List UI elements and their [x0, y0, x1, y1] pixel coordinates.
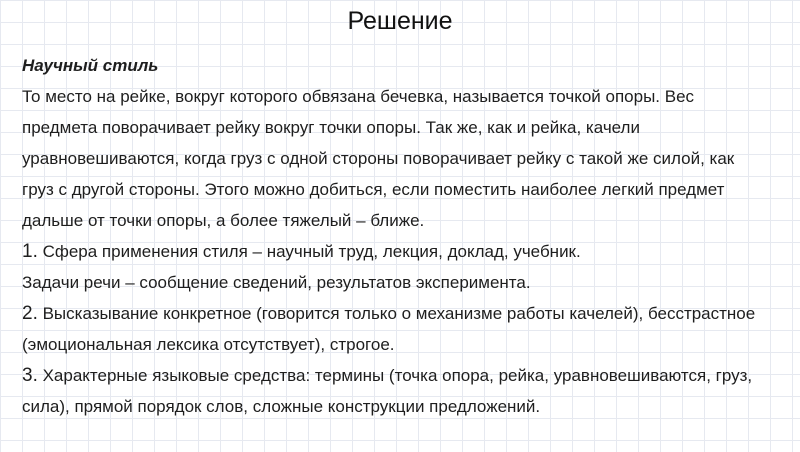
- solution-text: [22, 50, 792, 422]
- page-title: Решение: [347, 7, 453, 35]
- paragraph-line: уравновешиваются, когда груз с одной стороны поворачивает рейку с такой же силой, как: [22, 149, 735, 168]
- item-text: Сфера применения стиля – научный труд, лекция, доклад, учебник.: [37, 242, 581, 261]
- paragraph-line: То место на рейке, вокруг которого обвязана бечевка, называется точкой опоры. Вес: [22, 87, 695, 106]
- paragraph-line: предмета поворачивает рейку вокруг точки опоры. Так же, как и рейка, качели: [22, 118, 640, 137]
- paragraph-line: груз с другой стороны. Этого можно добиться, если поместить наиболее легкий предмет: [22, 180, 725, 199]
- item-1-first-line: [22, 236, 792, 267]
- paragraph-line: дальше от точки опоры, а более тяжелый – ближе.: [22, 211, 425, 230]
- item-2-first-line: [22, 298, 792, 329]
- item-3-first-line: [22, 360, 792, 391]
- item-2-second-line: (эмоциональная лексика отсутствует), строгое.: [22, 335, 395, 354]
- item-3-second-line: сила), прямой порядок слов, сложные конструкции предложений.: [22, 397, 541, 416]
- item-text: Характерные языковые средства: термины (точка опора, рейка, уравновешиваются, груз,: [37, 366, 753, 385]
- item-text: Высказывание конкретное (говорится только о механизме работы качелей), бесстрастное: [37, 304, 756, 323]
- style-heading: Научный стиль: [22, 56, 159, 75]
- item-number: 3.: [22, 365, 38, 386]
- item-number: 1.: [22, 241, 38, 262]
- item-number: 2.: [22, 303, 38, 324]
- item-1-second-line: Задачи речи – сообщение сведений, результатов эксперимента.: [22, 273, 531, 292]
